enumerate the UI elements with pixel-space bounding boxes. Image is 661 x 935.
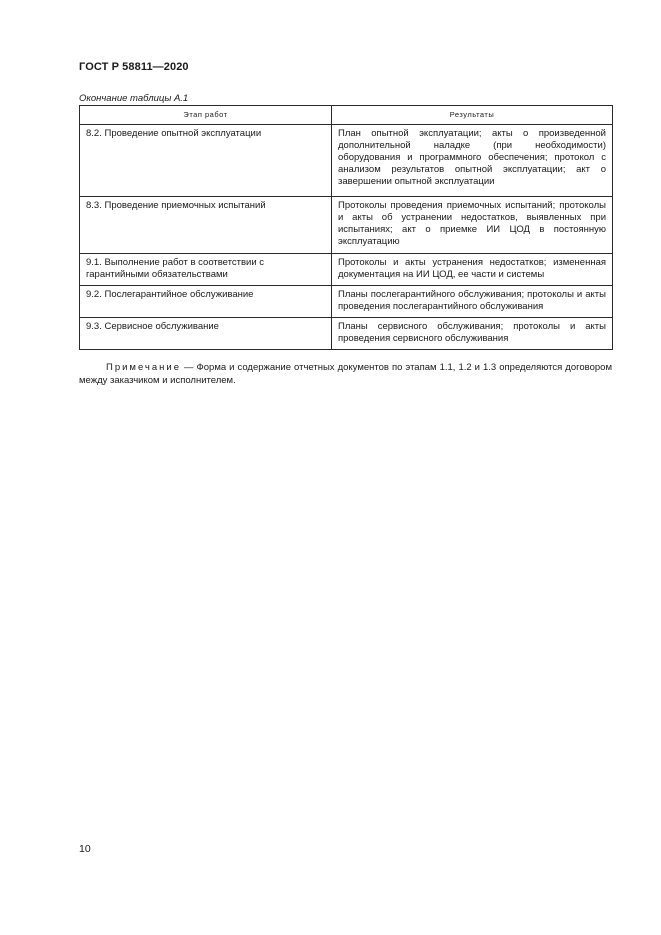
table-row [80,125,613,197]
results-cell: План опытной эксплуатации; акты о произведенной дополнительной наладке (при необходимости) оборудования и программного обеспечения; протокол с анализом результатов опытной эксплуатации; акт о завершении опытной эксплуатации [332,125,613,197]
document-header: ГОСТ Р 58811—2020 [79,61,189,73]
stage-cell: 9.2. Послегарантийное обслуживание [80,286,332,318]
note-text: — Форма и содержание отчетных документов по этапам 1.1, 1.2 и 1.3 определяются договором между заказчиком и исполнителем. [79,362,612,386]
results-cell: Планы сервисного обслуживания; протоколы и акты проведения сервисного обслуживания [332,318,613,350]
table-row [80,286,613,318]
results-cell: Протоколы и акты устранения недостатков; измененная документация на ИИ ЦОД, ее части и системы [332,254,613,286]
stage-cell: 8.2. Проведение опытной эксплуатации [80,125,332,197]
table-header-row [80,106,613,125]
results-cell: Планы послегарантийного обслуживания; протоколы и акты проведения послегарантийного обслуживания [332,286,613,318]
stage-cell: 9.3. Сервисное обслуживание [80,318,332,350]
column-header-stage: Этап работ [80,106,332,125]
table-note [79,361,612,387]
table-row [80,197,613,254]
results-cell: Протоколы проведения приемочных испытаний; протоколы и акты об устранении недостатков, выявленных при испытаниях; акт о приемке ИИ ЦОД в постоянную эксплуатацию [332,197,613,254]
stage-cell: 8.3. Проведение приемочных испытаний [80,197,332,254]
page-number: 10 [79,843,91,855]
column-header-results: Результаты [332,106,613,125]
table-caption: Окончание таблицы А.1 [79,93,189,104]
table-row [80,254,613,286]
stages-results-table [79,105,613,350]
table-row [80,318,613,350]
note-label: Примечание [106,362,181,373]
stage-cell: 9.1. Выполнение работ в соответствии с гарантийными обязательствами [80,254,332,286]
